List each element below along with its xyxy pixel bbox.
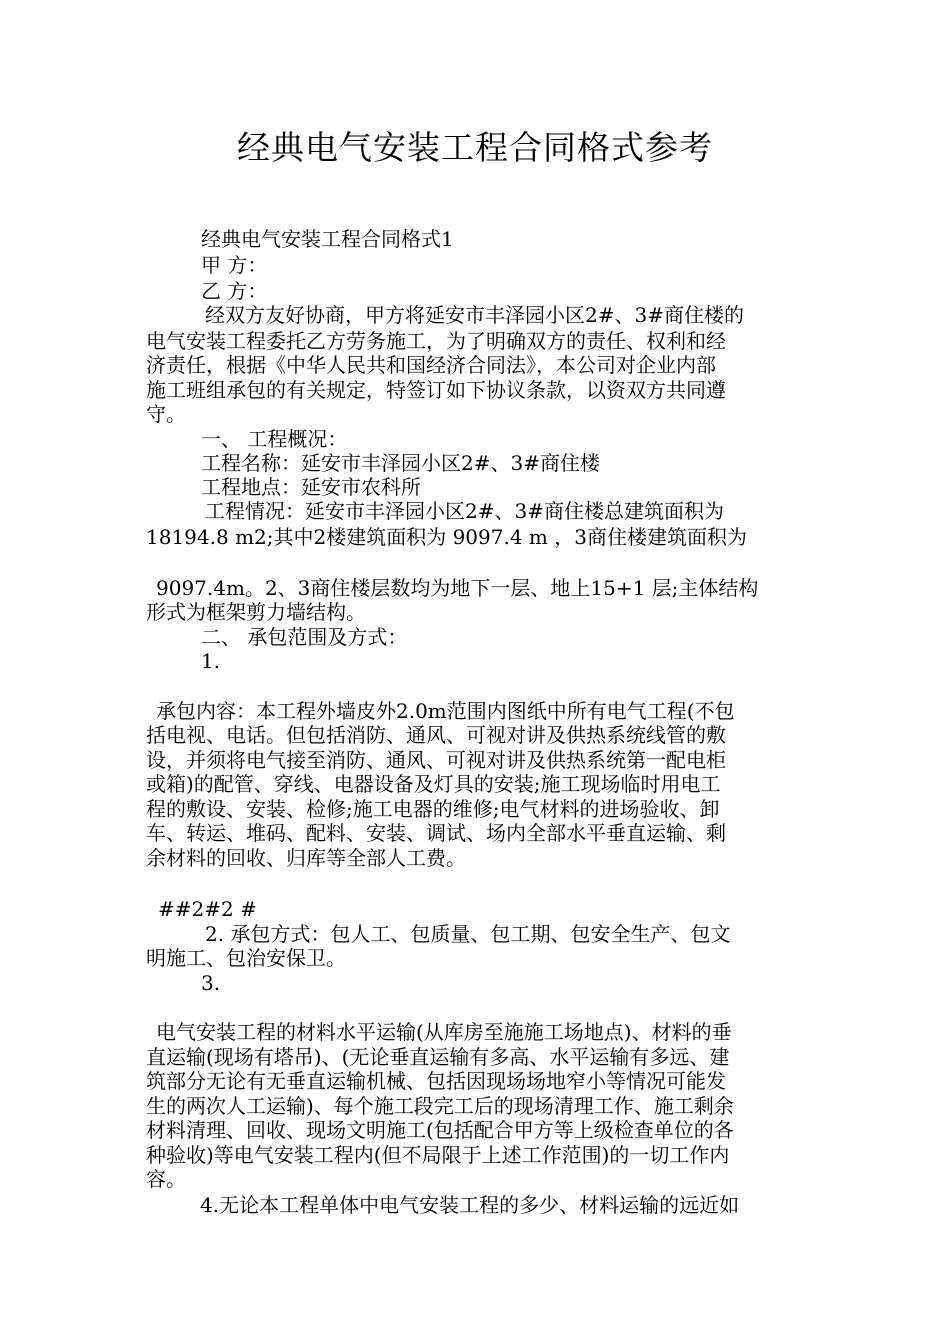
project-name: 工程名称：延安市丰泽园小区2#、3#商住楼 <box>201 451 600 475</box>
project-status: 工程情况：延安市丰泽园小区2#、3#商住楼总建筑面积为 <box>205 499 724 523</box>
paragraph-line: 车、转运、堆码、配料、安装、调试、场内全部水平垂直运输、剩 <box>146 821 726 845</box>
paragraph-line: 守。 <box>146 402 186 426</box>
paragraph-line: 容。 <box>146 1167 186 1191</box>
paragraph-line: 施工班组承包的有关规定，特签订如下协议条款，以资双方共同遵 <box>146 378 726 402</box>
paragraph-line: 9097.4m。2、3商住楼层数均为地下一层、地上15+1 层;主体结构 <box>156 576 759 600</box>
party-b-label: 乙 方： <box>201 279 268 303</box>
paragraph-line: 承包内容：本工程外墙皮外2.0m范围内图纸中所有电气工程(不包 <box>156 699 735 723</box>
paragraph-line: 种验收)等电气安装工程内(但不局限于上述工作范围)的一切工作内 <box>146 1143 730 1167</box>
page-marker: ##2#2 # <box>158 897 257 921</box>
paragraph-line: 材料清理、回收、现场文明施工(包括配合甲方等上级检查单位的各 <box>146 1118 734 1142</box>
paragraph-line: 经双方友好协商，甲方将延安市丰泽园小区2#、3#商住楼的 <box>205 303 744 327</box>
project-location: 工程地点：延安市农科所 <box>201 475 421 499</box>
paragraph-line: 济责任，根据《中华人民共和国经济合同法》，本公司对企业内部 <box>146 353 716 377</box>
paragraph-line: 括电视、电话。但包括消防、通风、可视对讲及供热系统线管的敷 <box>146 723 726 747</box>
paragraph-line: 余材料的回收、归库等全部人工费。 <box>146 846 466 870</box>
paragraph-line: 2. 承包方式：包人工、包质量、包工期、包安全生产、包文 <box>205 922 731 946</box>
contract-subtitle: 经典电气安装工程合同格式1 <box>201 227 454 251</box>
paragraph-line: 电气安装工程的材料水平运输(从库房至施施工场地点)、材料的垂 <box>156 1020 732 1044</box>
paragraph-line: 电气安装工程委托乙方劳务施工，为了明确双方的责任、权利和经 <box>146 329 726 353</box>
list-number: 1. <box>201 649 221 673</box>
list-number: 3. <box>201 971 221 995</box>
paragraph-line: 筑部分无论有无垂直运输机械、包括因现场场地窄小等情况可能发 <box>146 1069 726 1093</box>
paragraph-line: 明施工、包治安保卫。 <box>146 946 346 970</box>
paragraph-line: 4.无论本工程单体中电气安装工程的多少、材料运输的远近如 <box>200 1193 740 1217</box>
paragraph-line: 生的两次人工运输)、每个施工段完工后的现场清理工作、施工剩余 <box>146 1094 734 1118</box>
paragraph-line: 直运输(现场有塔吊)、(无论垂直运输有多高、水平运输有多远、建 <box>146 1045 730 1069</box>
party-a-label: 甲 方： <box>201 253 268 277</box>
paragraph-line: 程的敷设、安装、检修;施工电器的维修;电气材料的进场验收、卸 <box>146 797 720 821</box>
paragraph-line: 形式为框架剪力墙结构。 <box>146 600 366 624</box>
document-title: 经典电气安装工程合同格式参考 <box>237 128 713 167</box>
paragraph-line: 设，并须将电气接至消防、通风、可视对讲及供热系统第一配电柜 <box>146 748 726 772</box>
section-heading: 一、 工程概况： <box>201 427 348 451</box>
paragraph-line: 18194.8 m2;其中2楼建筑面积为 9097.4 m ，3商住楼建筑面积为 <box>146 525 747 549</box>
section-heading: 二、 承包范围及方式： <box>201 625 408 649</box>
paragraph-line: 或箱)的配管、穿线、电器设备及灯具的安装;施工现场临时用电工 <box>146 772 721 796</box>
